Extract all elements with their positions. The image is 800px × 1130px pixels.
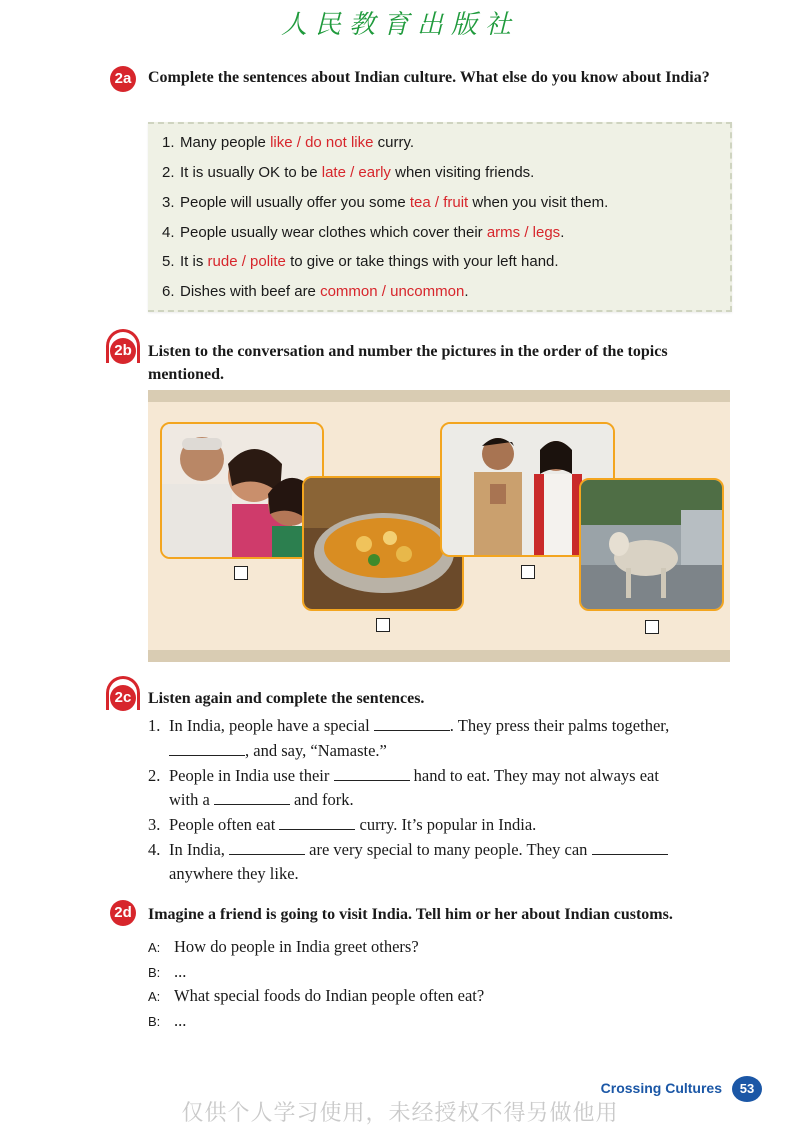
page-number: 53 bbox=[732, 1076, 762, 1102]
choice-options[interactable]: tea / fruit bbox=[409, 194, 469, 211]
photo-eating-with-hands bbox=[160, 422, 324, 559]
list-item: 1. Many people like / do not like curry. bbox=[162, 134, 415, 151]
section-badge-2d: 2d bbox=[110, 900, 136, 926]
fill-line: 2. People in India use their hand to eat. They may not always eat bbox=[148, 766, 659, 785]
blank-field[interactable] bbox=[214, 790, 290, 805]
section-badge-2c: 2c bbox=[110, 685, 136, 711]
choice-options[interactable]: arms / legs bbox=[486, 224, 561, 241]
fill-line: 1. In India, people have a special . They press their palms together, bbox=[148, 716, 670, 735]
blank-field[interactable] bbox=[592, 840, 668, 855]
dialogue-line: A: What special foods do Indian people often eat? bbox=[148, 986, 485, 1005]
choice-options[interactable]: common / uncommon bbox=[320, 283, 465, 300]
blank-field[interactable] bbox=[229, 840, 305, 855]
dialogue-line: B: ... bbox=[148, 1011, 187, 1030]
photo-cow-on-street bbox=[579, 478, 724, 611]
blank-field[interactable] bbox=[334, 766, 410, 781]
publisher-logo: 人民教育出版社 bbox=[280, 10, 519, 40]
list-item: 3. People will usually offer you some tea / fruit when you visit them. bbox=[162, 194, 609, 211]
list-item: 5. It is rude / polite to give or take things with your left hand. bbox=[162, 253, 559, 270]
sentence-options-box bbox=[148, 122, 732, 312]
choice-options[interactable]: rude / polite bbox=[207, 253, 286, 270]
order-checkbox-4[interactable] bbox=[645, 620, 659, 634]
instruction-2d: Imagine a friend is going to visit India. Tell him or her about Indian customs. bbox=[148, 906, 673, 923]
blank-field[interactable] bbox=[279, 815, 355, 830]
dialogue-line: A: How do people in India greet others? bbox=[148, 937, 419, 956]
blank-field[interactable] bbox=[169, 741, 245, 756]
fill-line: anywhere they like. bbox=[169, 864, 299, 883]
order-checkbox-3[interactable] bbox=[521, 565, 535, 579]
unit-title: Crossing Cultures bbox=[600, 1080, 722, 1096]
list-item: 4. People usually wear clothes which cover their arms / legs. bbox=[162, 224, 565, 241]
instruction-2b: Listen to the conversation and number the pictures in the order of the topics mentioned. bbox=[148, 343, 668, 383]
choice-options[interactable]: like / do not like bbox=[270, 134, 374, 151]
watermark: 仅供个人学习使用，未经授权不得另做他用 bbox=[181, 1101, 619, 1126]
choice-options[interactable]: late / early bbox=[321, 164, 391, 181]
blank-field[interactable] bbox=[374, 716, 450, 731]
section-badge-2a: 2a bbox=[110, 66, 136, 92]
fill-line: 3. People often eat curry. It’s popular in India. bbox=[148, 815, 537, 834]
fill-line: 4. In India, are very special to many people. They can bbox=[148, 838, 668, 862]
order-checkbox-1[interactable] bbox=[234, 566, 248, 580]
fill-line: with a and fork. bbox=[169, 790, 354, 809]
fill-line: , and say, “Namaste.” bbox=[148, 739, 387, 763]
instruction-2c: Listen again and complete the sentences. bbox=[148, 690, 425, 707]
order-checkbox-2[interactable] bbox=[376, 618, 390, 632]
list-item: 2. It is usually OK to be late / early when visiting friends. bbox=[162, 164, 535, 181]
section-badge-2b: 2b bbox=[110, 338, 136, 364]
instruction-2a: Complete the sentences about Indian culture. What else do you know about India? bbox=[148, 69, 710, 86]
list-item: 6. Dishes with beef are common / uncommon. bbox=[162, 283, 469, 300]
dialogue-line: B: ... bbox=[148, 962, 187, 981]
